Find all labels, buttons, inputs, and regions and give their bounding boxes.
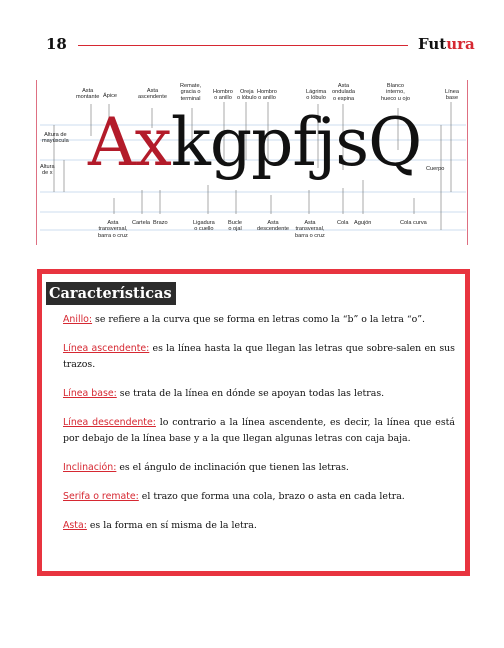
characteristics-card (37, 269, 470, 576)
label-cartela: Cartela (132, 220, 151, 226)
glyphs-tail: gpfjsQ (209, 104, 422, 181)
label-hombro-anillo-1: Hombro o anillo (213, 89, 233, 102)
label-bucle: Bucle o ojal (228, 220, 242, 233)
label-apice: Ápice (103, 93, 117, 99)
label-altura-x: Altura de x (40, 164, 55, 177)
definition-linea-ascendente (63, 341, 455, 373)
definition-inclinacion (63, 460, 455, 476)
definition-serifa (63, 489, 455, 505)
definition-text: lo contrario a la línea ascendente, es decir, la línea que está por debajo de la línea base y a la que llegan algunas letras con caja baja. (63, 417, 455, 444)
card-title: Características (46, 282, 176, 305)
definition-text: se trata de la línea en dónde se apoyan todas las letras. (116, 388, 385, 399)
glyphs-red: Ax (88, 104, 171, 181)
definition-text: es la línea hasta la que llegan las letras que sobre-salen en sus trazos. (63, 343, 455, 370)
label-cuerpo: Cuerpo (426, 166, 445, 172)
term-anillo: Anillo: (63, 314, 93, 325)
label-agujon: Agujón (354, 220, 372, 226)
brand-title-part1: Fut (418, 35, 447, 53)
definitions-list (63, 312, 455, 547)
specimen-glyphs (88, 104, 422, 181)
label-asta-montante: Asta montante (76, 88, 100, 101)
term-linea-ascendente: Línea ascendente: (63, 343, 150, 354)
definition-linea-base (63, 386, 455, 402)
brand-title (418, 35, 475, 53)
term-linea-descendente: Línea descendente: (63, 417, 156, 428)
label-lagrima: Lágrima o lóbulo (306, 89, 327, 102)
definition-linea-descendente (63, 415, 455, 447)
definition-text: es el ángulo de inclinación que tienen las letras. (116, 462, 349, 473)
label-asta-ondulada: Asta ondulada o espina (332, 83, 356, 102)
typography-anatomy-diagram (36, 80, 468, 250)
label-blanco-interno: Blanco interno, hueco u ojo (381, 83, 410, 102)
definition-anillo (63, 312, 455, 328)
label-linea-base: Línea base (445, 89, 459, 102)
label-asta-transversal-2: Asta transversal, barra o cruz (295, 220, 325, 239)
label-cola: Cola (337, 220, 349, 226)
term-linea-base: Línea base: (63, 388, 117, 399)
term-inclinacion: Inclinación: (63, 462, 117, 473)
label-asta-ascendente: Asta ascendente (138, 88, 167, 101)
label-altura-mayuscula: Altura de mayúscula (42, 132, 69, 145)
label-asta-descendente: Asta descendente (257, 220, 290, 233)
definition-text: es la forma en sí misma de la letra. (86, 520, 257, 531)
definition-text: el trazo que forma una cola, brazo o asta en cada letra. (138, 491, 405, 502)
label-asta-transversal-1: Asta transversal, barra o cruz (98, 220, 128, 239)
header-rule (78, 45, 408, 46)
label-oreja: Oreja o lóbulo (237, 89, 257, 102)
label-cola-curva: Cola curva (400, 220, 427, 226)
brand-title-part2: ura (446, 35, 475, 53)
label-ligadura: Ligadura o cuello (193, 220, 215, 233)
term-serifa: Serifa o remate: (63, 491, 139, 502)
page-header (0, 0, 504, 60)
label-brazo: Brazo (153, 220, 168, 226)
term-asta: Asta: (63, 520, 87, 531)
glyph-k: k (170, 104, 210, 181)
label-hombro-anillo-2: Hombro o anillo (257, 89, 277, 102)
definition-asta (63, 518, 455, 534)
definition-text: se refiere a la curva que se forma en letras como la “b” o la letra “o”. (92, 314, 426, 325)
label-remate: Remate, gracia o terminal (180, 83, 202, 102)
page-number: 18 (46, 35, 67, 53)
